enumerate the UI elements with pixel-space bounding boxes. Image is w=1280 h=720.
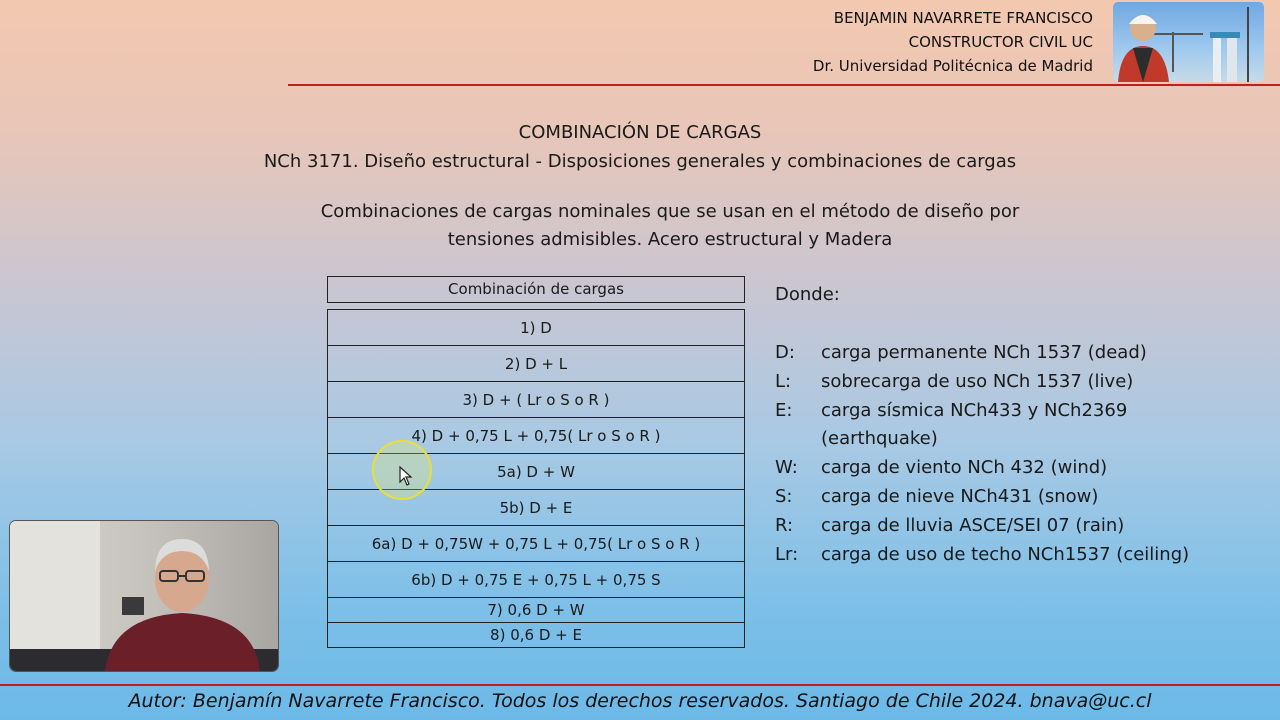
author-name: BENJAMIN NAVARRETE FRANCISCO	[833, 9, 1093, 27]
legend-key: S:	[775, 485, 793, 507]
author-title: CONSTRUCTOR CIVIL UC	[908, 33, 1093, 51]
footer-divider	[0, 684, 1280, 686]
page-title: COMBINACIÓN DE CARGAS	[518, 122, 762, 143]
legend-item	[775, 339, 1241, 368]
table-row: 8) 0,6 D + E	[328, 623, 744, 648]
legend-desc: carga permanente NCh 1537 (dead)	[821, 342, 1147, 363]
header-divider	[288, 84, 1280, 86]
legend-desc: carga de nieve NCh431 (snow)	[821, 485, 1099, 507]
description-line-2: tensiones admisibles. Acero estructural y Madera	[447, 229, 893, 250]
table-row: 4) D + 0,75 L + 0,75( Lr o S o R )	[328, 418, 744, 454]
author-credentials	[813, 6, 1093, 78]
legend-item	[775, 483, 1241, 512]
legend-key: E:	[775, 399, 793, 421]
table-row: 5a) D + W	[328, 454, 744, 490]
legend-desc: carga de lluvia ASCE/SEI 07 (rain)	[821, 514, 1125, 536]
legend-desc: carga de viento NCh 432 (wind)	[821, 457, 1108, 479]
presenter-webcam	[10, 521, 278, 671]
table-row: 1) D	[328, 310, 744, 346]
author-photo	[1113, 2, 1264, 82]
legend-item	[775, 368, 1241, 397]
description	[270, 198, 1070, 254]
legend-item	[775, 454, 1241, 483]
table-row: 3) D + ( Lr o S o R )	[328, 382, 744, 418]
table-row: 5b) D + E	[328, 490, 744, 526]
legend-item	[775, 512, 1241, 541]
legend	[775, 284, 1241, 569]
table-row: 6b) D + 0,75 E + 0,75 L + 0,75 S	[328, 562, 744, 598]
table-row: 7) 0,6 D + W	[328, 598, 744, 623]
table-row: 6a) D + 0,75W + 0,75 L + 0,75( Lr o S o R )	[328, 526, 744, 562]
legend-desc: carga sísmica NCh433 y NCh2369 (earthquake)	[821, 399, 1128, 450]
description-line-1: Combinaciones de cargas nominales que se usan en el método de diseño por	[320, 201, 1020, 222]
legend-item	[775, 397, 1241, 455]
copyright-footer: Autor: Benjamín Navarrete Francisco. Todos los derechos reservados. Santiago de Chile 2024. bnava@uc.cl	[128, 690, 1152, 712]
legend-item	[775, 541, 1241, 570]
legend-desc: carga de uso de techo NCh1537 (ceiling)	[821, 543, 1190, 565]
legend-key: R:	[775, 514, 794, 536]
legend-key: D:	[775, 342, 795, 363]
legend-key: Lr:	[775, 543, 799, 565]
table-row: 2) D + L	[328, 346, 744, 382]
table-header: Combinación de cargas	[327, 276, 745, 303]
legend-desc: sobrecarga de uso NCh 1537 (live)	[821, 370, 1134, 392]
legend-title: Donde:	[775, 284, 840, 305]
mouse-pointer-icon	[399, 466, 413, 486]
page-subtitle: NCh 3171. Diseño estructural - Disposiciones generales y combinaciones de cargas	[263, 151, 1017, 172]
legend-key: W:	[775, 457, 798, 479]
legend-key: L:	[775, 370, 792, 392]
author-degree: Dr. Universidad Politécnica de Madrid	[812, 57, 1093, 75]
